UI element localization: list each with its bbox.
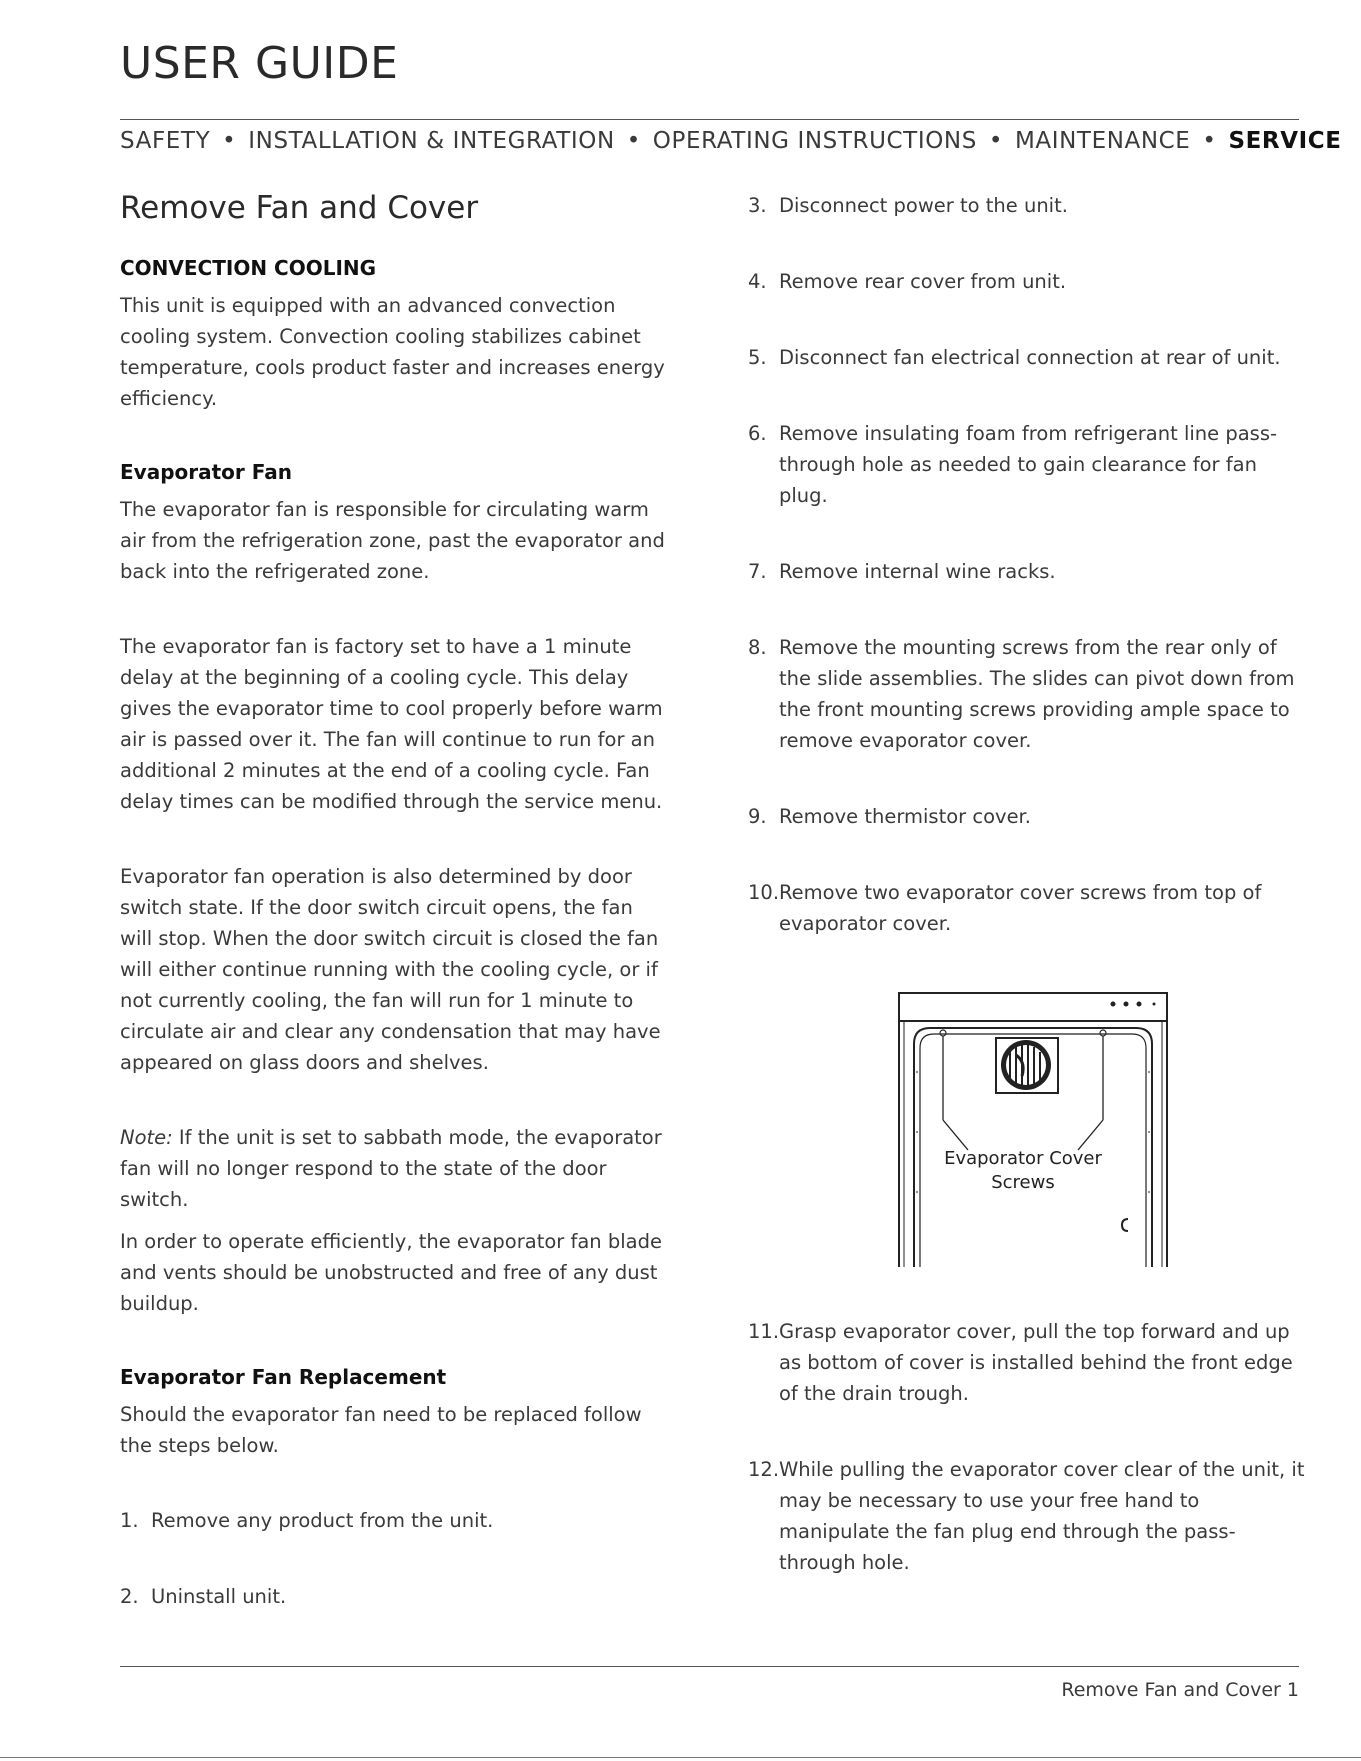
step-number: 10. [748,881,780,904]
evaporator-fan-heading: Evaporator Fan [120,460,292,484]
step-text: Remove insulating foam from refrigerant line pass-through hole as needed to gain clearance for fan plug. [779,422,1278,507]
step-item [748,1454,1308,1578]
right-column [748,190,1308,984]
step-number: 3. [748,194,767,217]
step-number: 5. [748,346,767,369]
step-text: Grasp evaporator cover, pull the top forward and up as bottom of cover is installed behind the front edge of the drain trough. [779,1320,1293,1405]
nav-item-service[interactable]: SERVICE [1228,128,1342,154]
step-text: Disconnect power to the unit. [779,194,1068,217]
footer-divider [120,1666,1299,1667]
step-text: Uninstall unit. [151,1585,287,1608]
step-number: 2. [120,1585,139,1608]
step-number: 9. [748,805,767,828]
section-title: Remove Fan and Cover [120,190,479,226]
evaporator-cover-diagram [898,992,1168,1267]
step-item [748,418,1308,511]
note-label: Note: [120,1126,173,1149]
step-text: Remove any product from the unit. [151,1509,494,1532]
step-text: Remove thermistor cover. [779,805,1031,828]
nav-item-operating[interactable]: OPERATING INSTRUCTIONS [652,128,977,154]
page-edge [0,1757,1361,1758]
step-item [748,801,1308,832]
replacement-intro: Should the evaporator fan need to be replaced follow the steps below. [120,1403,642,1457]
nav-separator: • [1202,128,1217,154]
step-text: While pulling the evaporator cover clear of the unit, it may be necessary to use your free hand to manipulate the fan plug end through the pass-through hole. [779,1458,1305,1574]
step-text: Remove the mounting screws from the rear only of the slide assemblies. The slides can pivot down from the front mounting screws providing ample space to remove evaporator cover. [779,636,1295,752]
guide-title: USER GUIDE [120,38,399,89]
step-item [748,877,1308,939]
step-item [748,1316,1308,1409]
header-divider [120,119,1299,120]
replacement-heading: Evaporator Fan Replacement [120,1365,447,1389]
step-number: 11. [748,1320,780,1343]
step-number: 12. [748,1458,780,1481]
right-column-lower [748,1316,1308,1623]
note-text: If the unit is set to sabbath mode, the evaporator fan will no longer respond to the state of the door switch. [120,1126,662,1211]
evaporator-fan-paragraph-4: In order to operate efficiently, the evaporator fan blade and vents should be unobstructed and free of any dust buildup. [120,1230,662,1315]
step-text: Disconnect fan electrical connection at rear of unit. [779,346,1281,369]
figure-label-line-1: Evaporator Cover [944,1148,1102,1169]
section-nav [120,128,1342,154]
nav-separator: • [988,128,1004,154]
evaporator-fan-paragraph-2: The evaporator fan is factory set to have a 1 minute delay at the beginning of a cooling cycle. This delay gives the evaporator time to cool properly before warm air is passed over it. The fan will continue to run for an additional 2 minutes at the end of a cooling cycle. Fan delay times can be modified through the service menu. [120,635,663,813]
step-number: 7. [748,560,767,583]
step-item [120,1505,668,1536]
left-column [120,188,668,1657]
steps-list-left [120,1505,668,1612]
step-number: 1. [120,1509,139,1532]
unit-front-illustration [898,992,1168,1267]
convection-body: This unit is equipped with an advanced convection cooling system. Convection cooling stabilizes cabinet temperature, cools product faster and increases energy efficiency. [120,294,665,410]
sabbath-note [120,1122,668,1215]
nav-separator: • [626,128,641,154]
step-item [748,342,1308,373]
step-number: 6. [748,422,767,445]
step-text: Remove two evaporator cover screws from top of evaporator cover. [779,881,1262,935]
nav-item-safety[interactable]: SAFETY [120,128,211,154]
page-footer: Remove Fan and Cover 1 [1061,1679,1299,1701]
steps-list-right-lower [748,1316,1308,1578]
nav-item-maintenance[interactable]: MAINTENANCE [1014,128,1191,154]
figure-label-line-2: Screws [991,1172,1055,1193]
step-item [748,556,1308,587]
nav-item-installation[interactable]: INSTALLATION & INTEGRATION [248,128,615,154]
step-text: Remove rear cover from unit. [779,270,1067,293]
step-number: 8. [748,636,767,659]
step-item [748,190,1308,221]
convection-heading: CONVECTION COOLING [120,256,377,280]
step-item [748,266,1308,297]
step-number: 4. [748,270,767,293]
steps-list-right [748,190,1308,939]
evaporator-fan-paragraph-1: The evaporator fan is responsible for circulating warm air from the refrigeration zone, past the evaporator and back into the refrigerated zone. [120,498,665,583]
nav-separator: • [222,128,237,154]
step-item [748,632,1308,756]
step-text: Remove internal wine racks. [779,560,1056,583]
evaporator-fan-paragraph-3: Evaporator fan operation is also determined by door switch state. If the door switch circuit opens, the fan will stop. When the door switch circuit is closed the fan will either continue running with the cooling cycle, or if not currently cooling, the fan will run for 1 minute to circulate air and clear any condensation that may have appeared on glass doors and shelves. [120,865,661,1074]
step-item [120,1581,668,1612]
